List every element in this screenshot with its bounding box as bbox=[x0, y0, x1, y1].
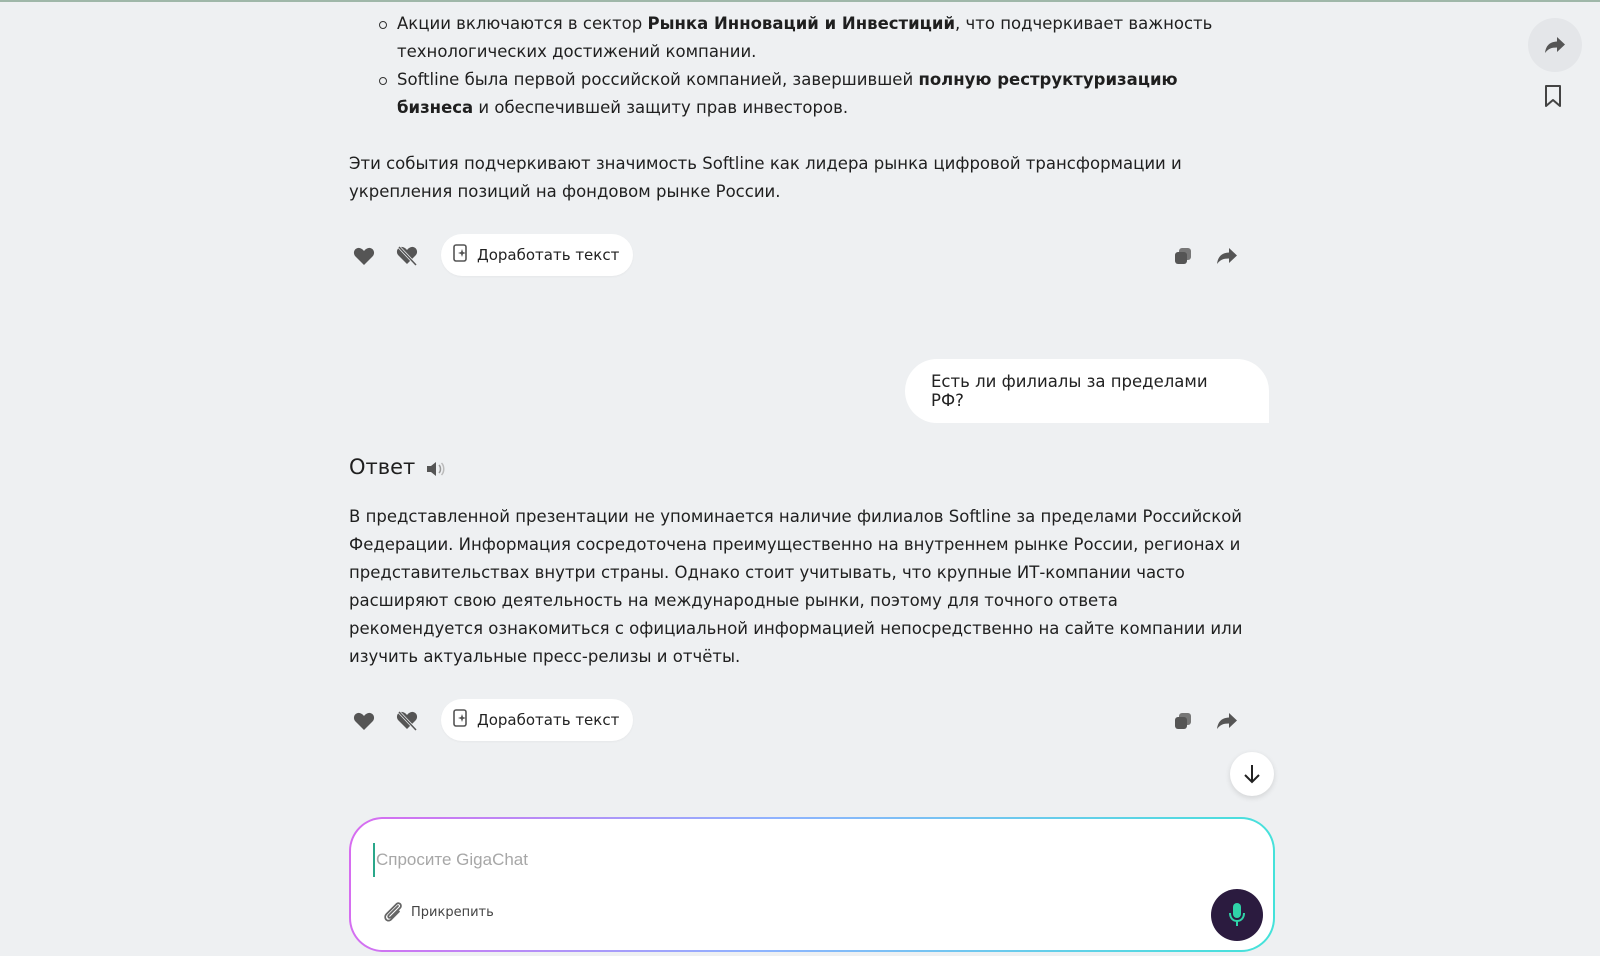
list-item: Акции включаются в сектор Рынка Инноваций и Инвестиций, что подчеркивает важность технологических достижений компании. bbox=[377, 10, 1257, 66]
copy-icon[interactable] bbox=[1171, 709, 1195, 733]
broken-heart-icon[interactable] bbox=[395, 244, 419, 268]
microphone-button[interactable] bbox=[1211, 889, 1263, 941]
list-item: Softline была первой российской компанией, завершившей полную реструктуризацию бизнеса и обеспечившей защиту прав инвесторов. bbox=[377, 66, 1257, 122]
sparkle-doc-icon bbox=[453, 244, 469, 266]
answer-bullet-list bbox=[377, 10, 1257, 122]
microphone-icon bbox=[1228, 902, 1246, 928]
answer-text: В представленной презентации не упоминается наличие филиалов Softline за пределами Российской Федерации. Информация сосредоточена преимущественно на внутреннем рынке России, регионах и представительствах внутри страны. Однако стоит учитывать, что крупные ИТ-компании часто расширяют свою деятельность на международные рынки, поэтому для точного ответа рекомендуется ознакомиться с официальной информацией непосредственно на сайте компании или изучить актуальные пресс-релизы и отчёты. bbox=[349, 507, 1243, 666]
attach-button[interactable] bbox=[381, 899, 494, 925]
improve-text-button[interactable] bbox=[441, 699, 633, 741]
improve-text-button[interactable] bbox=[441, 234, 633, 276]
message-input[interactable] bbox=[373, 843, 1158, 877]
bookmark-button[interactable] bbox=[1543, 84, 1567, 112]
heart-icon[interactable] bbox=[352, 244, 376, 268]
attach-label: Прикрепить bbox=[411, 904, 494, 920]
speaker-icon[interactable] bbox=[425, 460, 447, 478]
sparkle-doc-icon bbox=[453, 709, 469, 731]
share-arrow-icon bbox=[1544, 36, 1566, 54]
heart-icon[interactable] bbox=[352, 709, 376, 733]
copy-icon[interactable] bbox=[1171, 244, 1195, 268]
share-arrow-icon[interactable] bbox=[1215, 244, 1239, 268]
answer-heading bbox=[349, 455, 447, 479]
improve-text-label: Доработать текст bbox=[477, 711, 620, 729]
answer-conclusion: Эти события подчеркивают значимость Softline как лидера рынка цифровой трансформации и укрепления позиций на фондовом рынке России. bbox=[349, 154, 1182, 201]
broken-heart-icon[interactable] bbox=[395, 709, 419, 733]
paperclip-icon bbox=[381, 899, 405, 925]
top-divider bbox=[0, 0, 1600, 2]
improve-text-label: Доработать текст bbox=[477, 246, 620, 264]
share-chat-button[interactable] bbox=[1528, 18, 1582, 72]
right-rail bbox=[1528, 18, 1582, 72]
user-message-bubble bbox=[905, 359, 1269, 423]
bookmark-icon bbox=[1543, 84, 1567, 108]
share-arrow-icon[interactable] bbox=[1215, 709, 1239, 733]
message-actions bbox=[349, 234, 1252, 278]
composer-inner bbox=[351, 819, 1273, 950]
user-message-text: Есть ли филиалы за пределами РФ? bbox=[931, 372, 1208, 410]
answer-title: Ответ bbox=[349, 455, 416, 479]
message-composer bbox=[349, 817, 1275, 952]
scroll-down-button[interactable] bbox=[1230, 752, 1274, 796]
message-actions bbox=[349, 699, 1252, 743]
arrow-down-icon bbox=[1242, 763, 1262, 785]
